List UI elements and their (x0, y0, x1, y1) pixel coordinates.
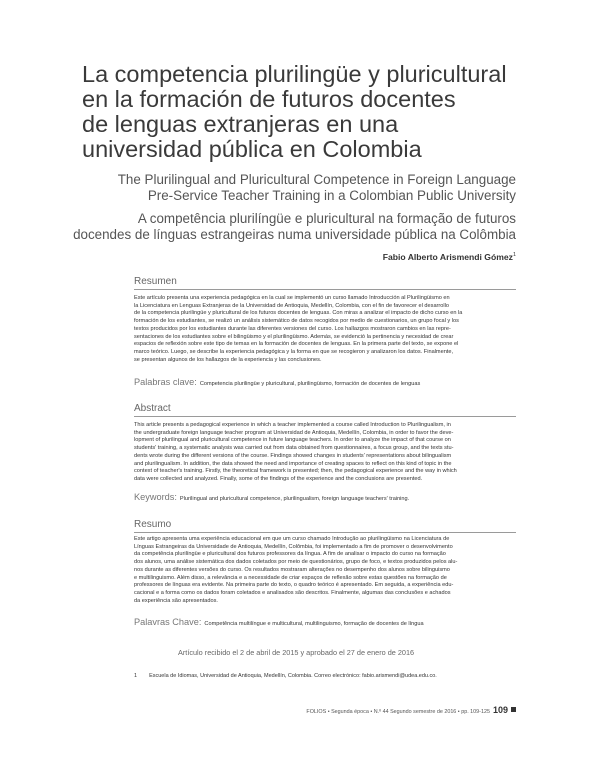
english-title-line: Pre-Service Teacher Training in a Colombian Public University (147, 188, 516, 203)
abstract-line: context of teacher's training. Firstly, the theoretical framework is presented; then, the pedagogical experience and the way in which (134, 468, 457, 475)
keywords-text: Competencia plurilingüe y pluricultural, plurilingüismo, formación de docentes de lenguas (199, 381, 421, 387)
footnote-number: 1 (134, 673, 138, 679)
section-divider (134, 289, 516, 290)
keywords-label: Palavras Chave: (134, 617, 202, 627)
resumen-line: espacios de reflexión sobre este tipo de temas en la formación de docentes de lenguas. En la primera parte del texto, se expone el (134, 341, 459, 348)
section-divider (134, 532, 516, 533)
palabras-clave (134, 377, 516, 387)
resumen-line: formación de los estudiantes, se realizó un análisis sistemático de datos recogidos por medio de cuestionarios, un grupo focal y los (134, 318, 459, 325)
author-footnote (134, 673, 437, 679)
resumen-line: sentaciones de los estudiantes sobre el bilingüismo y el plurilingüismo. Además, se evidenció la pertinencia y necesidad de crear (134, 333, 454, 340)
resumo-line: e multilinguismo. Além disso, a relevância e a necessidade de criar espaços de reflexão sobre estas questões na formação de (134, 574, 447, 581)
resumo-line: dos alunos, uma análise sistemática dos dados coletados por meio de questionários, grupo de foco, e textos produzidos pelos alu- (134, 559, 458, 566)
portuguese-title-line: docendes de línguas estrangeiras numa universidade pública na Colômbia (73, 227, 516, 242)
resumo-line: da experiência são apresentados. (134, 597, 218, 604)
author-name: Fabio Alberto Arismendi Gómez (382, 252, 513, 262)
keywords-label: Keywords: (134, 492, 177, 502)
abstract-line: data were collected and analyzed. Finally, some of the findings of the experience and the conclusions are presented. (134, 475, 423, 482)
keywords-text: Competência multilíngue e multicultural, multilinguismo, formação de docentes de língua (204, 621, 424, 627)
abstract-line: students' training, a systematic analysis was carried out from data obtained from questionnaires, a focus group, and the texts stu- (134, 445, 454, 452)
resumo-line: nos durante as diferentes versões do curso. Os resultados mostraram alterações no desempenho dos alunos sobre bilinguismo (134, 566, 450, 573)
journal-info: FOLIOS • Segunda época • N.º 44 Segundo semestre de 2016 • pp. 109-125 (306, 709, 490, 715)
author-footnote-mark: 1 (512, 252, 516, 259)
resumo-line: Línguas Estrangeiras da Universidade de Antioquia, Medellín, Colômbia, foi implementado a fim de promover o desenvolvimento (134, 543, 453, 550)
abstract-line: and plurilingualism. In addition, the data showed the need and importance of creating spaces to reflect on this kind of topic in the (134, 460, 452, 467)
square-icon (511, 707, 516, 712)
title-line: La competencia plurilingüe y pluricultural (82, 61, 507, 87)
abstract-line: dents wrote during the different versions of the course. Findings showed changes in students' representations about bilingualism (134, 452, 452, 459)
english-title-line: The Plurilingual and Pluricultural Competence in Foreign Language (117, 172, 516, 187)
keywords-text: Plurilingual and pluricultural competence, plurilingualism, foreign language teachers' training. (179, 496, 410, 502)
abstract-heading: Abstract (134, 403, 171, 414)
abstract-body (134, 422, 516, 484)
section-divider (134, 416, 516, 417)
title-line: universidad pública en Colombia (82, 136, 422, 162)
resumen-line: marco teórico. Luego, se describe la experiencia pedagógica y la forma en que se recogieron y analizaron los datos. Finalmente, (134, 348, 454, 355)
resumo-line: Este artigo apresenta uma experiência educacional em que um curso chamado Introdução ao plurilingüismo na Licenciatura de (134, 536, 450, 542)
abstract-line: This article presents a pedagogical experience in which a teacher implemented a course called Introduction to Plurilingualism, in (134, 422, 451, 428)
resumo-line: cacional e a forma como os dados foram coletados e analisados são descritos. Finalmente, algumas das conclusões e achados (134, 589, 451, 596)
resumen-line: la Licenciatura en Lenguas Extranjeras de la Universidad de Antioquia, Medellín, Colombia, con el fin de favorecer el desarrollo (134, 302, 449, 309)
title-line: en la formación de futuros docentes (82, 86, 456, 112)
abstract-line: lopment of plurilingual and pluricultural competence in future language teachers. In order to analyze the impact of that course on (134, 437, 451, 444)
author-byline (383, 252, 516, 262)
resumo-line: da competência plurilíngüe e pluricultural dos futuros professores da língua. A fim de analisar o impacto do curso na formação (134, 551, 446, 558)
resumen-heading: Resumen (134, 276, 177, 287)
english-title (56, 172, 516, 204)
footnote-text: Escuela de Idiomas, Universidad de Antioquia, Medellín, Colombia. Correo electrónico: fabio.arismendi@udea.edu.co. (149, 673, 437, 679)
resumen-line: se presentan algunos de los hallazgos de la experiencia y las conclusiones. (134, 356, 322, 363)
title-line: de lenguas extranjeras en una (82, 111, 399, 137)
page-number: 109 (492, 705, 508, 715)
resumen-line: textos producidos por los estudiantes durante las diferentes versiones del curso. Los hallazgos mostraron cambios en las repre- (134, 325, 451, 332)
resumen-body (134, 295, 516, 364)
abstract-line: the undergraduate foreign language teacher program at Universidad de Antioquia, Medellín, Colombia, in order to favor the deve- (134, 429, 454, 436)
portuguese-title-line: A competência plurilíngüe e pluricultural na formação de futuros (137, 211, 516, 226)
keywords-label: Palabras clave: (134, 377, 197, 387)
resumo-body (134, 536, 516, 605)
portuguese-title (46, 211, 516, 243)
resumen-line: Este artículo presenta una experiencia pedagógica en la cual se implementó un curso llamado Introducción al Plurilingüismo en (134, 295, 450, 301)
resumo-heading: Resumo (134, 519, 172, 530)
resumen-line: de la competencia plurilingüe y pluricultural de los futuros docentes de lenguas. Con miras a analizar el impacto de dicho curso en la (134, 310, 463, 317)
page-footer (306, 705, 516, 715)
keywords (134, 492, 516, 502)
received-date: Artículo recibido el 2 de abril de 2015 y aprobado el 27 de enero de 2016 (178, 648, 415, 657)
palavras-chave (134, 617, 516, 627)
article-title (82, 62, 522, 162)
resumo-line: professores de línguas era evidente. Na primeira parte do texto, o quadro teórico é apresentado. Em seguida, a experiência edu- (134, 582, 454, 589)
